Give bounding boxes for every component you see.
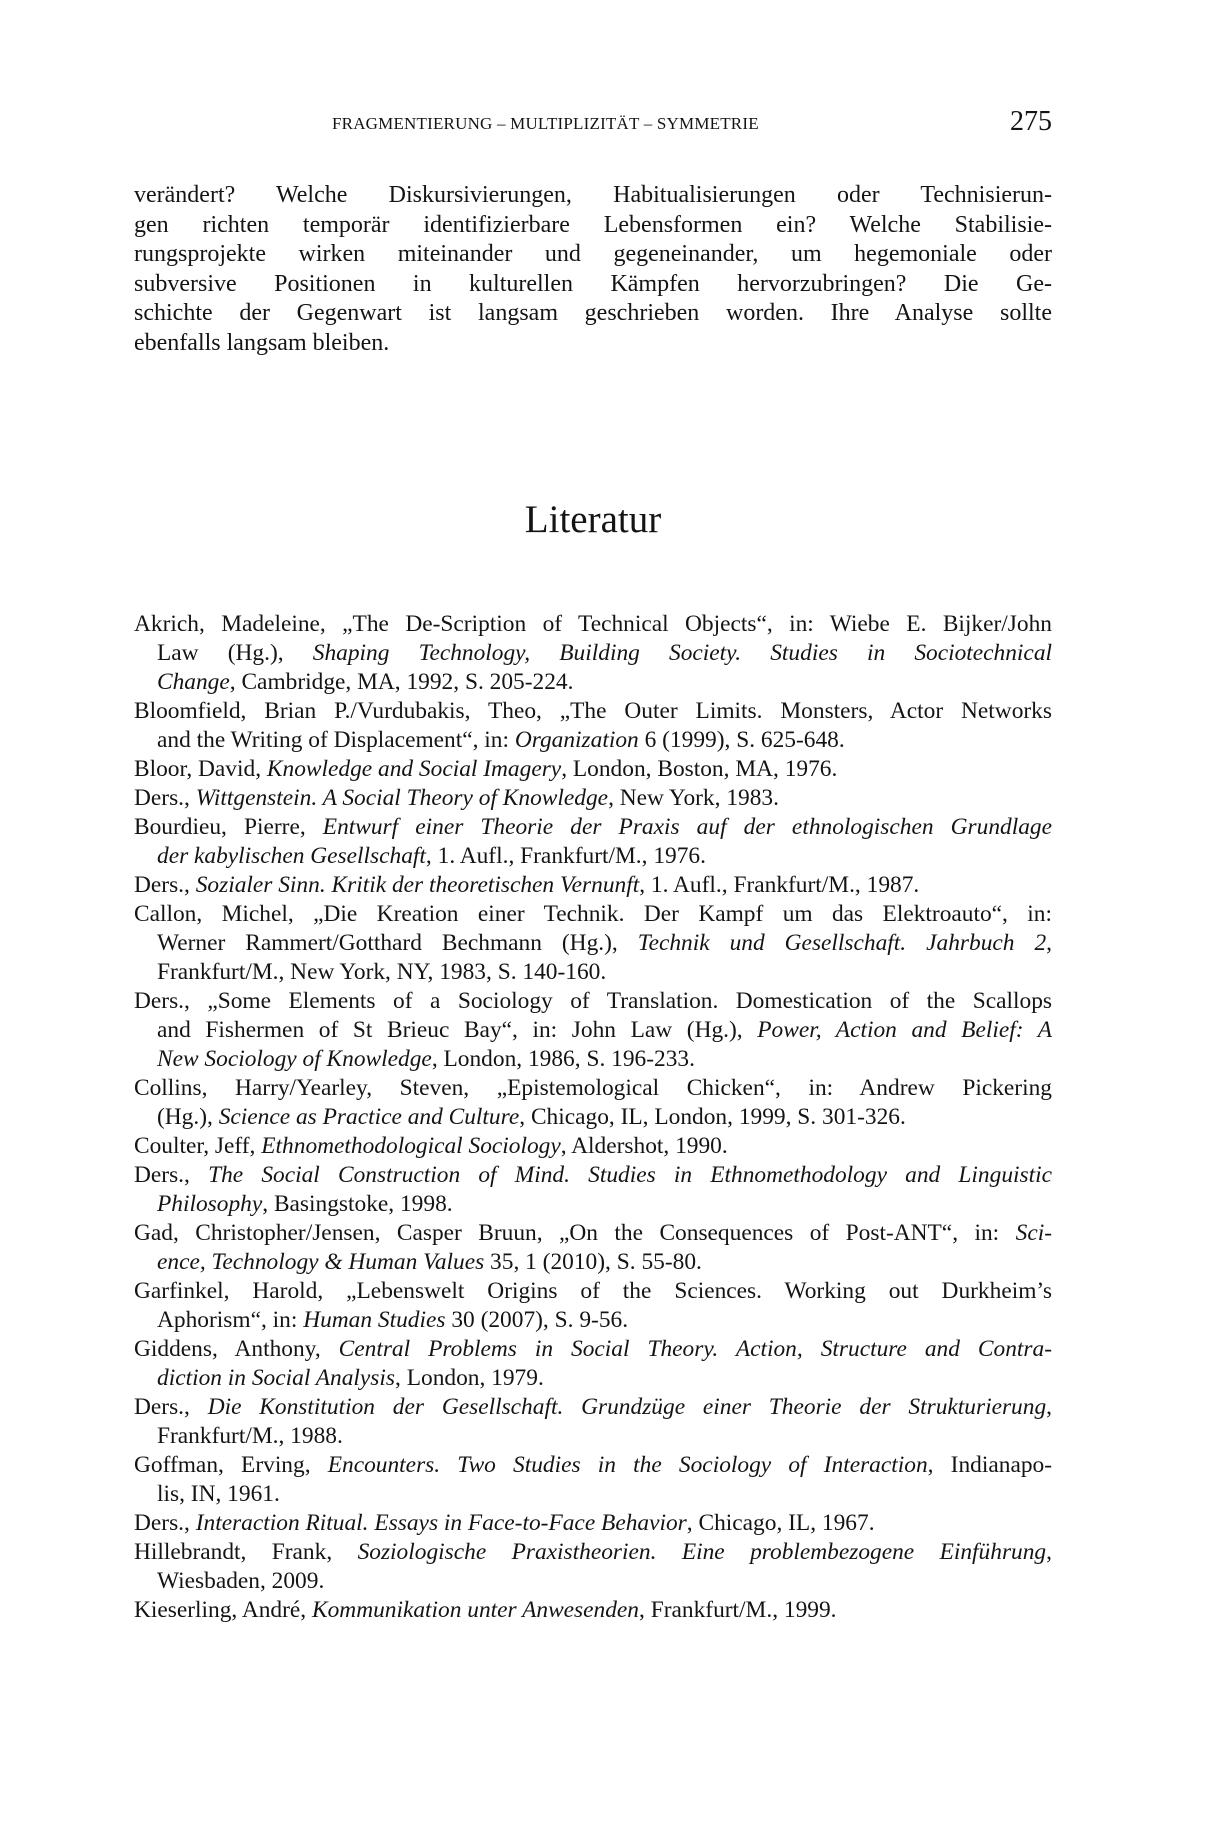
bibliography-line (134, 1480, 1052, 1509)
bibliography-line (134, 1422, 1052, 1451)
bibliography-line (134, 1596, 1052, 1625)
bibliography-text: Akrich, Madeleine, „The De-Scription of Technical Objects“, in: Wiebe E. Bijker/John (134, 611, 1052, 637)
bibliography-entry (134, 1132, 1052, 1161)
bibliography-title: Sci- (1015, 1220, 1052, 1246)
bibliography-text: , Chicago, IL, London, 1999, S. 301-326. (519, 1104, 906, 1130)
bibliography-text: Gad, Christopher/Jensen, Casper Bruun, „On the Consequences of Post-ANT“, in: (134, 1220, 1016, 1246)
bibliography-line (134, 1161, 1052, 1190)
bibliography-text: Law (Hg.), (157, 640, 313, 666)
bibliography-line (134, 813, 1052, 842)
bibliography-line (134, 900, 1052, 929)
bibliography-entry (134, 1277, 1052, 1335)
bibliography-text: , Chicago, IL, 1967. (686, 1510, 875, 1536)
bibliography-text: Wiesbaden, 2009. (157, 1568, 325, 1594)
bibliography-line (134, 1045, 1052, 1074)
bibliography-title: Sozialer Sinn. Kritik der theoretischen Vernunft (195, 872, 640, 898)
bibliography-title: ence, Technology & Human Values (157, 1249, 485, 1275)
bibliography-title: Ethnomethodological Sociology (261, 1133, 561, 1159)
bibliography-line (134, 1364, 1052, 1393)
bibliography-title: New Sociology of Knowledge (157, 1046, 432, 1072)
bibliography-entry (134, 1596, 1052, 1625)
bibliography-text: , London, 1986, S. 196-233. (431, 1046, 695, 1072)
bibliography-text: Goffman, Erving, (134, 1452, 328, 1478)
bibliography-title: Entwurf einer Theorie der Praxis auf der ethnologischen Grundlage (322, 814, 1052, 840)
bibliography-line (134, 1509, 1052, 1538)
section-heading: Literatur (524, 498, 662, 541)
bibliography-text: , 1. Aufl., Frankfurt/M., 1987. (639, 872, 920, 898)
bibliography-line (134, 1393, 1052, 1422)
bibliography-text: , Basingstoke, 1998. (262, 1191, 453, 1217)
bibliography-title: Interaction Ritual. Essays in Face-to-Face Behavior (195, 1510, 687, 1536)
bibliography-text: , London, Boston, MA, 1976. (561, 756, 838, 782)
bibliography-title: Human Studies (303, 1307, 446, 1333)
bibliography-line (134, 987, 1052, 1016)
bibliography-title: Knowledge and Social Imagery (266, 756, 562, 782)
bibliography-entry (134, 813, 1052, 871)
bibliography-text: Bloomfield, Brian P./Vurdubakis, Theo, „The Outer Limits. Monsters, Actor Networks (134, 698, 1052, 724)
bibliography-title: Organization (514, 727, 639, 753)
bibliography-line (134, 726, 1052, 755)
bibliography-entry (134, 987, 1052, 1074)
bibliography-text: Frankfurt/M., New York, NY, 1983, S. 140-160. (157, 959, 607, 985)
bibliography-line (134, 1016, 1052, 1045)
body-line: rungsprojekte wirken miteinander und gegeneinander, um hegemoniale oder (134, 241, 1052, 267)
bibliography-title: diction in Social Analysis (157, 1365, 396, 1391)
bibliography-title: Encounters. Two Studies in the Sociology of Interaction (327, 1452, 928, 1478)
bibliography-entry (134, 1451, 1052, 1509)
bibliography-line (134, 1567, 1052, 1596)
bibliography-text: Ders., (134, 785, 196, 811)
body-line: ebenfalls langsam bleiben. (134, 329, 390, 356)
bibliography-text: Coulter, Jeff, (134, 1133, 262, 1159)
bibliography-text: Collins, Harry/Yearley, Steven, „Epistemological Chicken“, in: Andrew Pickering (134, 1075, 1052, 1101)
bibliography-text: 30 (2007), S. 9-56. (445, 1307, 629, 1333)
bibliography-title: The Social Construction of Mind. Studies in Ethnomethodology and Linguistic (208, 1162, 1052, 1188)
body-line: schichte der Gegenwart ist langsam geschrieben worden. Ihre Analyse sollte (134, 300, 1052, 326)
bibliography-text: , Cambridge, MA, 1992, S. 205-224. (229, 669, 574, 695)
bibliography-line (134, 1277, 1052, 1306)
bibliography-line (134, 668, 1052, 697)
bibliography-text: Aphorism“, in: (157, 1307, 304, 1333)
bibliography-entry (134, 1161, 1052, 1219)
bibliography-title: Kommunikation unter Anwesenden (312, 1597, 640, 1623)
bibliography-title: Wittgenstein. A Social Theory of Knowledge (195, 785, 609, 811)
page-number: 275 (1010, 106, 1052, 137)
bibliography-title: Power, Action and Belief: A (757, 1017, 1052, 1043)
bibliography-text: Werner Rammert/Gotthard Bechmann (Hg.), (157, 930, 638, 956)
bibliography-line (134, 842, 1052, 871)
bibliography-text: Callon, Michel, „Die Kreation einer Technik. Der Kampf um das Elektroauto“, in: (134, 901, 1052, 927)
bibliography-line (134, 871, 1052, 900)
bibliography-entry (134, 755, 1052, 784)
bibliography-entry (134, 784, 1052, 813)
bibliography-line (134, 1538, 1052, 1567)
bibliography-entry (134, 1509, 1052, 1538)
bibliography-text: , Aldershot, 1990. (560, 1133, 728, 1159)
bibliography-list (134, 610, 1052, 1625)
bibliography-text: Frankfurt/M., 1988. (157, 1423, 343, 1449)
bibliography-text: , 1. Aufl., Frankfurt/M., 1976. (425, 843, 706, 869)
bibliography-line (134, 610, 1052, 639)
bibliography-text: Bourdieu, Pierre, (134, 814, 323, 840)
bibliography-text: (Hg.), (157, 1104, 219, 1130)
bibliography-line (134, 697, 1052, 726)
bibliography-text: 35, 1 (2010), S. 55-80. (484, 1249, 702, 1275)
bibliography-entry (134, 610, 1052, 697)
bibliography-text: Hillebrandt, Frank, (134, 1539, 358, 1565)
bibliography-text: Ders., „Some Elements of a Sociology of Translation. Domestication of the Scallops (134, 988, 1052, 1014)
bibliography-text: , (1046, 1539, 1052, 1565)
bibliography-text: 6 (1999), S. 625-648. (638, 727, 845, 753)
bibliography-line (134, 1335, 1052, 1364)
bibliography-line (134, 1248, 1052, 1277)
body-paragraph (134, 181, 1052, 358)
bibliography-entry (134, 1074, 1052, 1132)
bibliography-line (134, 639, 1052, 668)
bibliography-title: Soziologische Praxistheorien. Eine problembezogene Einführung (357, 1539, 1047, 1565)
bibliography-text: Ders., (134, 1510, 196, 1536)
bibliography-title: Technik und Gesellschaft. Jahrbuch 2 (637, 930, 1047, 956)
bibliography-title: Change (157, 669, 230, 695)
bibliography-text: Giddens, Anthony, (134, 1336, 339, 1362)
bibliography-text: Ders., (134, 1162, 209, 1188)
bibliography-line (134, 1074, 1052, 1103)
body-line: gen richten temporär identifizierbare Lebensformen ein? Welche Stabilisie- (134, 211, 1052, 238)
bibliography-text: , (1046, 1394, 1052, 1420)
bibliography-entry (134, 1335, 1052, 1393)
bibliography-text: , Frankfurt/M., 1999. (639, 1597, 837, 1623)
bibliography-entry (134, 871, 1052, 900)
bibliography-text: and Fishermen of St Brieuc Bay“, in: John Law (Hg.), (157, 1017, 758, 1043)
bibliography-entry (134, 1538, 1052, 1596)
bibliography-line (134, 1219, 1052, 1248)
bibliography-entry (134, 1219, 1052, 1277)
body-line: subversive Positionen in kulturellen Kämpfen hervorzubringen? Die Ge- (134, 270, 1052, 297)
bibliography-title: Die Konstitution der Gesellschaft. Grundzüge einer Theorie der Strukturierung (207, 1394, 1047, 1420)
bibliography-entry (134, 1393, 1052, 1451)
bibliography-text: lis, IN, 1961. (157, 1481, 280, 1507)
bibliography-line (134, 1451, 1052, 1480)
body-line: verändert? Welche Diskursivierungen, Habitualisierungen oder Technisierun- (134, 182, 1052, 208)
bibliography-line (134, 784, 1052, 813)
bibliography-line (134, 1306, 1052, 1335)
bibliography-text: Garfinkel, Harold, „Lebenswelt Origins of the Sciences. Working out Durkheim’s (134, 1278, 1052, 1304)
bibliography-line (134, 1132, 1052, 1161)
bibliography-line (134, 929, 1052, 958)
bibliography-text: Ders., (134, 1394, 208, 1420)
bibliography-line (134, 958, 1052, 987)
bibliography-text: , Indianapo- (927, 1452, 1053, 1478)
bibliography-text: Kieserling, André, (134, 1597, 312, 1623)
bibliography-text: Ders., (134, 872, 196, 898)
bibliography-line (134, 1190, 1052, 1219)
bibliography-text: Bloor, David, (134, 756, 267, 782)
running-head (134, 108, 1052, 148)
bibliography-entry (134, 697, 1052, 755)
bibliography-text: and the Writing of Displacement“, in: (157, 727, 515, 753)
bibliography-title: Shaping Technology, Building Society. Studies in Sociotechnical (312, 640, 1053, 666)
bibliography-entry (134, 900, 1052, 987)
bibliography-title: Central Problems in Social Theory. Action, Structure and Contra- (338, 1336, 1052, 1362)
bibliography-line (134, 1103, 1052, 1132)
bibliography-line (134, 755, 1052, 784)
bibliography-text: , (1046, 930, 1052, 956)
bibliography-text: , New York, 1983. (608, 785, 779, 811)
bibliography-text: , London, 1979. (395, 1365, 544, 1391)
bibliography-title: Science as Practice and Culture (218, 1104, 520, 1130)
bibliography-title: der kabylischen Gesellschaft (157, 843, 426, 869)
running-title: FRAGMENTIERUNG – MULTIPLIZITÄT – SYMMETRIE (332, 114, 759, 133)
bibliography-title: Philosophy (157, 1191, 263, 1217)
